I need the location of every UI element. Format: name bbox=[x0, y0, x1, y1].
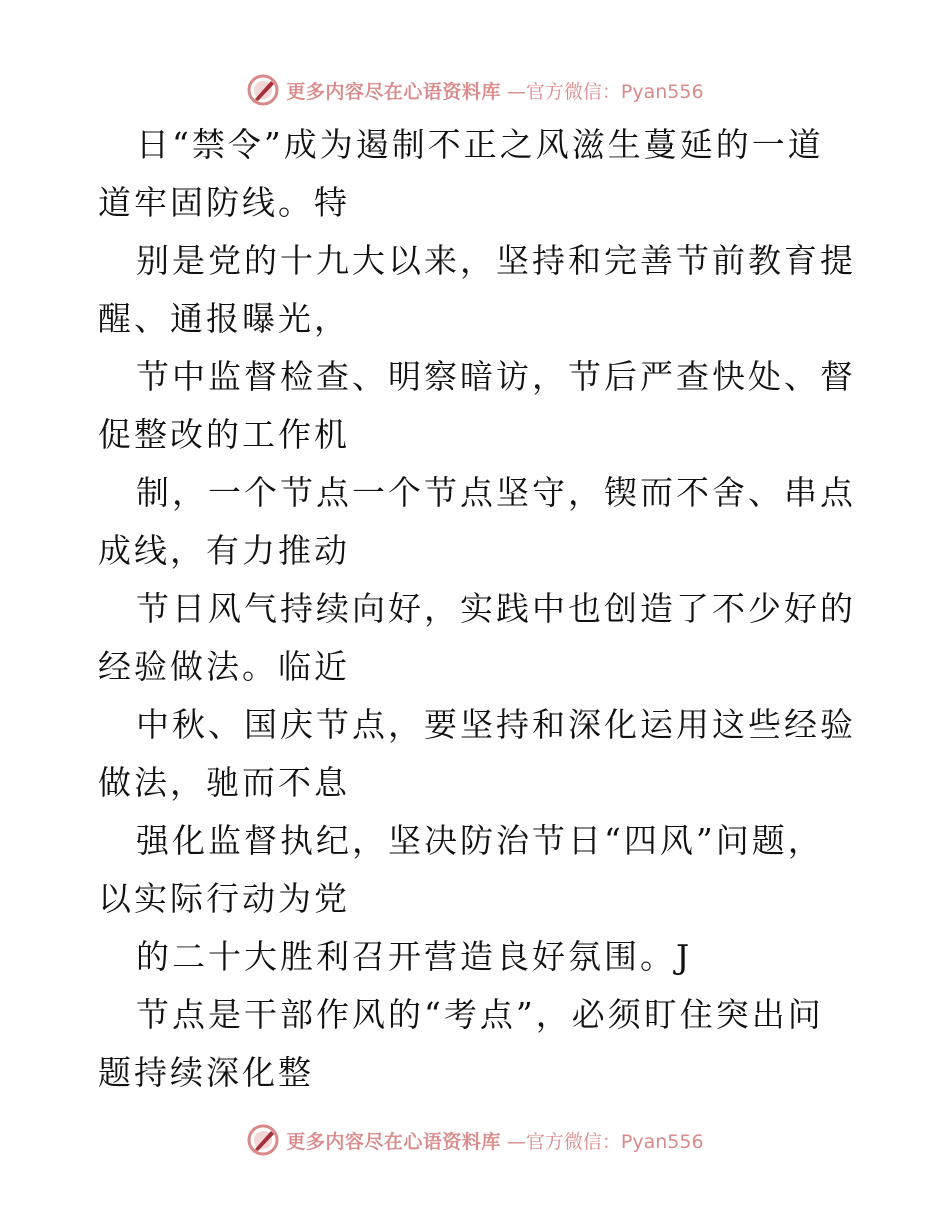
paragraph-5: 节日风气持续向好，实践中也创造了不少好的经验做法。临近 bbox=[98, 589, 856, 686]
paragraph-6: 中秋、国庆节点，要坚持和深化运用这些经验做法，驰而不息 bbox=[98, 705, 856, 802]
footer-contact-text: —官方微信：Pyan556 bbox=[506, 1130, 704, 1153]
paragraph-8: 的二十大胜利召开营造良好氛围。J bbox=[136, 937, 693, 976]
paragraph-1: 日“禁令”成为遏制不正之风滋生蔓延的一道道牢固防线。特 bbox=[98, 125, 824, 222]
paragraph-7: 强化监督执纪，坚决防治节日“四风”问题，以实际行动为党 bbox=[98, 821, 824, 918]
paragraph-4: 制，一个节点一个节点坚守，锲而不舍、串点成线，有力推动 bbox=[98, 473, 856, 570]
paragraph-9: 节点是干部作风的“考点”，必须盯住突出问题持续深化整 bbox=[98, 995, 824, 1092]
header-watermark bbox=[246, 73, 703, 107]
header-brand-text: 更多内容尽在心语资料库 bbox=[286, 80, 501, 103]
pen-nib-logo-icon bbox=[246, 73, 280, 107]
header-contact-text: —官方微信：Pyan556 bbox=[506, 80, 704, 103]
paragraph-2: 别是党的十九大以来，坚持和完善节前教育提醒、通报曝光， bbox=[98, 241, 856, 338]
page-header-banner bbox=[0, 70, 950, 110]
footer-watermark bbox=[246, 1123, 703, 1157]
pen-nib-logo-icon bbox=[246, 1123, 280, 1157]
page-footer-banner bbox=[0, 1120, 950, 1160]
footer-brand-text: 更多内容尽在心语资料库 bbox=[286, 1130, 501, 1153]
paragraph-3: 节中监督检查、明察暗访，节后严查快处、督促整改的工作机 bbox=[98, 357, 856, 454]
document-body bbox=[98, 116, 858, 1102]
